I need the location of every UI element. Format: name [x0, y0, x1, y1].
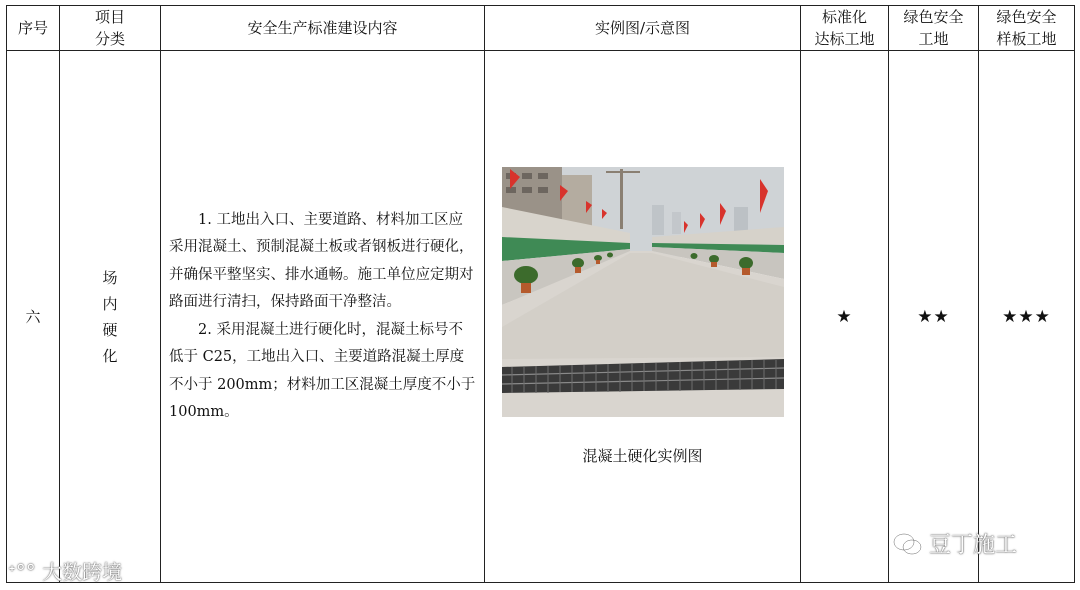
header-standard: 标准化 达标工地 [801, 6, 889, 51]
header-example: 实例图/示意图 [485, 6, 801, 51]
category-char: 内 [102, 294, 118, 313]
header-model: 绿色安全 样板工地 [979, 6, 1075, 51]
watermark-right-text: 豆丁施工 [929, 533, 1018, 558]
green-stars: ★★ [889, 51, 979, 583]
header-seq: 序号 [7, 6, 60, 51]
watermark-left [8, 556, 122, 585]
watermark-left-text: 大数跨境 [42, 560, 123, 584]
standards-table [6, 5, 1075, 583]
example-caption: 混凝土硬化实例图 [582, 447, 703, 465]
row-category [60, 51, 161, 583]
content-paragraph-2: 2. 采用混凝土进行硬化时，混凝土标号不低于 C25，工地出入口、主要道路混凝土厚度不小于 200mm；材料加工区混凝土厚度不小于 100mm。 [169, 321, 476, 420]
row-example [485, 51, 801, 583]
row-content [161, 51, 485, 583]
category-char: 场 [102, 268, 118, 287]
row-seq: 六 [7, 51, 60, 583]
header-row [7, 6, 1075, 51]
wechat-icon [893, 532, 923, 556]
content-paragraph-1: 1. 工地出入口、主要道路、材料加工区应采用混凝土、预制混凝土板或者钢板进行硬化，并确保平整坚实、排水通畅。施工单位应定期对路面进行清扫，保持路面干净整洁。 [169, 211, 474, 310]
watermark-logo-icon: ᐩ°° [8, 560, 36, 584]
table-row [7, 51, 1075, 583]
concrete-road-photo [502, 167, 784, 417]
watermark-right [893, 528, 1017, 559]
category-char: 化 [102, 346, 118, 365]
model-stars: ★★★ [979, 51, 1075, 583]
standard-stars: ★ [801, 51, 889, 583]
header-category: 项目 分类 [60, 6, 161, 51]
header-content: 安全生产标准建设内容 [161, 6, 485, 51]
category-char: 硬 [102, 320, 118, 339]
header-green: 绿色安全 工地 [889, 6, 979, 51]
